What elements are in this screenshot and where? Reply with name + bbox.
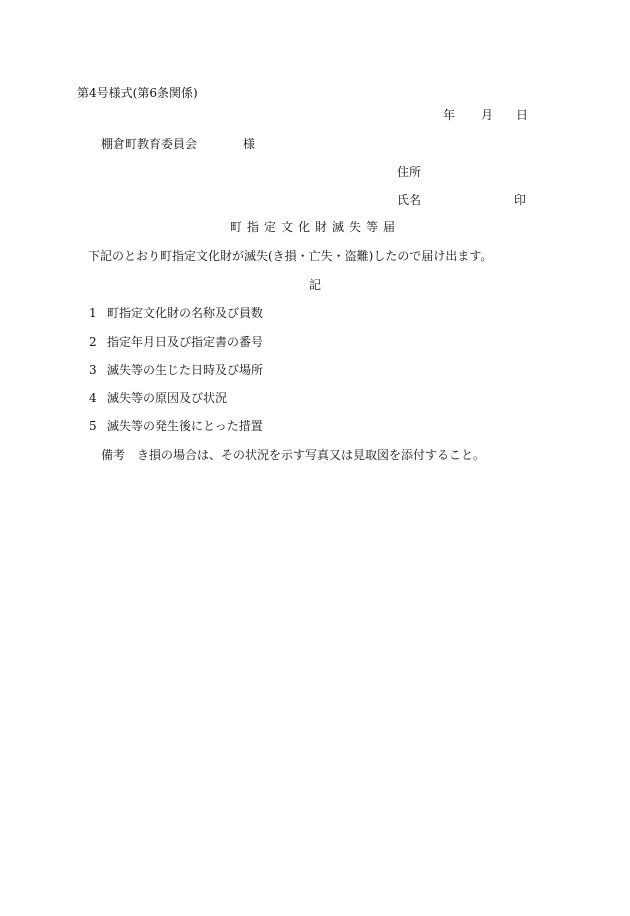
item-text: 滅失等の発生後にとった措置 xyxy=(107,419,263,433)
item-text: 町指定文化財の名称及び員数 xyxy=(107,306,264,320)
date-year-label: 年 xyxy=(443,108,456,122)
list-item xyxy=(89,391,227,405)
item-text: 滅失等の原因及び状況 xyxy=(107,391,228,405)
name-label: 氏名 xyxy=(397,193,422,207)
remark xyxy=(101,448,485,462)
list-item xyxy=(89,335,263,349)
item-text: 指定年月日及び指定書の番号 xyxy=(107,335,264,349)
list-item xyxy=(89,363,263,377)
item-number: 3 xyxy=(89,363,97,377)
item-number: 2 xyxy=(89,335,97,349)
form-number: 第4号様式(第6条関係) xyxy=(77,86,198,100)
ki-heading: 記 xyxy=(308,278,321,292)
item-number: 4 xyxy=(89,391,97,405)
document-title: 町指定文化財滅失等届 xyxy=(229,220,400,234)
remark-text: き損の場合は、その状況を示す写真又は見取図を添付すること。 xyxy=(137,448,486,462)
list-item xyxy=(89,306,263,320)
remark-label: 備考 xyxy=(101,448,126,462)
date-month-label: 月 xyxy=(481,108,494,122)
item-number: 1 xyxy=(89,306,97,320)
statement-text: 下記のとおり町指定文化財が滅失(き損・亡失・盗難)したので届け出ます。 xyxy=(88,249,493,263)
list-item xyxy=(89,419,263,433)
item-number: 5 xyxy=(89,419,97,433)
address-label: 住所 xyxy=(397,165,422,179)
addressee-honorific: 様 xyxy=(243,137,256,151)
item-text: 滅失等の生じた日時及び場所 xyxy=(107,363,264,377)
seal-mark: 印 xyxy=(514,193,527,207)
addressee-name: 棚倉町教育委員会 xyxy=(101,137,198,151)
date-day-label: 日 xyxy=(516,108,529,122)
